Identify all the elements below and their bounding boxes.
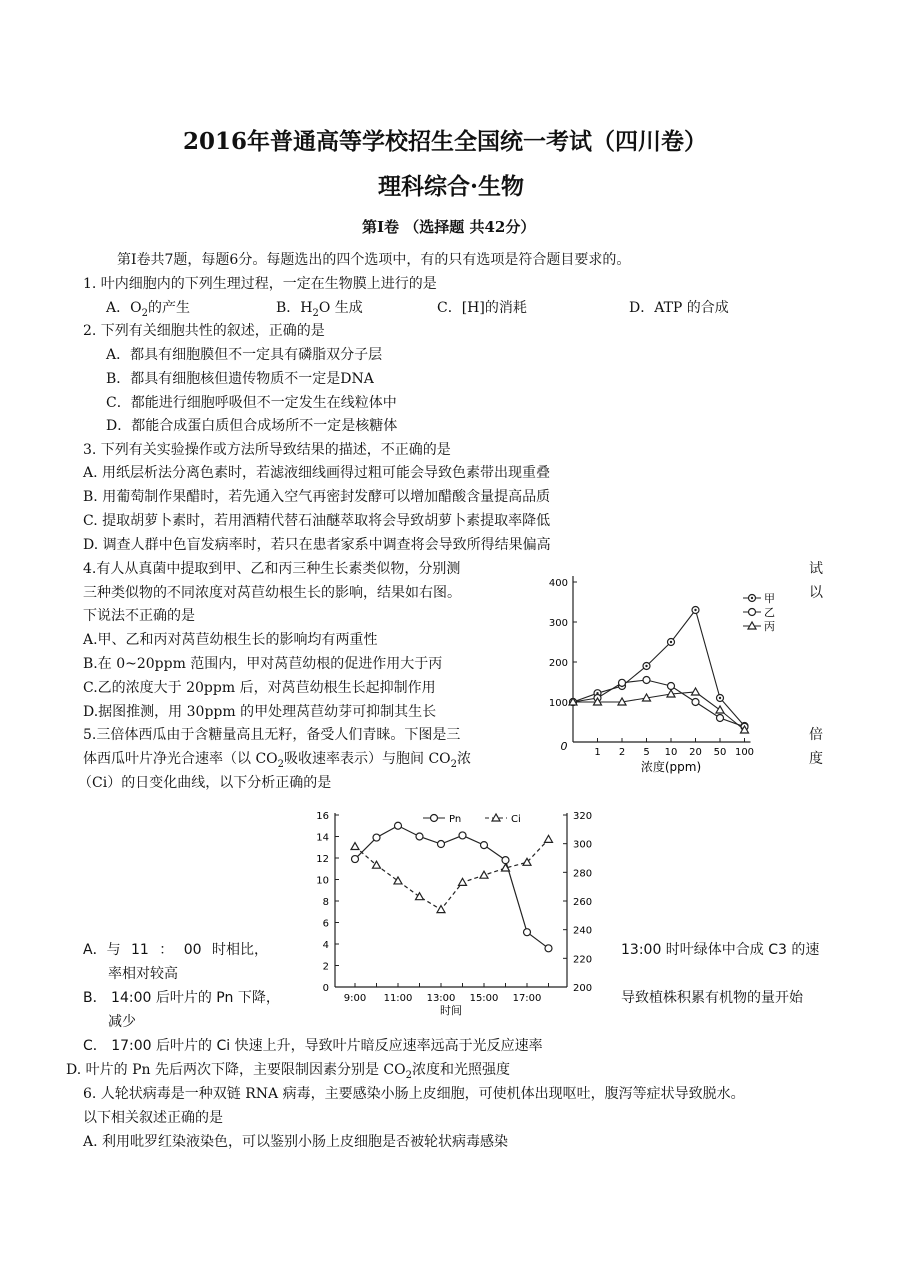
q6-stem-line1: 6. 人轮状病毒是一种双链 RNA 病毒，主要感染小肠上皮细胞，可使机体出现呕吐，腹泻等症状导致脱水。 — [83, 1086, 745, 1102]
legend-marker — [749, 609, 756, 616]
left-tick-label: 12 — [316, 854, 329, 865]
series-point-Ci — [545, 835, 553, 842]
legend-label: 乙 — [764, 606, 775, 619]
right-tick-label: 300 — [573, 839, 593, 851]
section-heading: 第Ⅰ卷 （选择题 共42分） — [362, 218, 536, 236]
series-point-Pn — [352, 856, 359, 863]
series-point-Ci — [437, 906, 445, 913]
q5-stem-line3: （Ci）的日变化曲线，以下分析正确的是 — [78, 775, 332, 791]
q6-stem-line2: 以下相关叙述正确的是 — [83, 1110, 223, 1126]
q5-stem-line1-end: 倍 — [809, 727, 823, 743]
series-point-Pn — [459, 832, 466, 839]
series-point-Pn — [373, 834, 380, 841]
right-tick-label: 200 — [573, 983, 593, 994]
q5-option-a: A．与 11 ： 00 时相比， — [83, 942, 269, 958]
series-point-丙 — [716, 706, 724, 713]
q5-option-c: C． 17:00 后叶片的 Ci 快速上升，导致叶片暗反应速率远高于光反应速率 — [83, 1038, 543, 1054]
q5-option-a-right: 13:00 时叶绿体中合成 C3 的速 — [621, 942, 820, 958]
q4-option-a: A.甲、乙和丙对莴苣幼根生长的影响均有两重性 — [83, 632, 378, 648]
left-tick-label: 14 — [316, 832, 329, 844]
x-tick-label: 1 — [594, 747, 601, 758]
legend-label: Ci — [511, 814, 521, 825]
x-tick-label: 17:00 — [512, 993, 542, 1004]
legend-label: Pn — [449, 814, 462, 825]
x-tick-label: 9:00 — [343, 993, 367, 1004]
series-point-Pn — [416, 833, 423, 840]
q3-option-d: D. 调查人群中色盲发病率时，若只在患者家系中调查将会导致所得结果偏高 — [83, 537, 551, 553]
series-point-Pn — [545, 945, 552, 952]
series-point-乙 — [643, 677, 650, 684]
legend-label: 甲 — [764, 592, 775, 605]
series-line-Ci — [355, 839, 549, 909]
right-tick-label: 240 — [573, 925, 593, 937]
q5-pn-ci-chart — [305, 803, 605, 1018]
left-tick-label: 16 — [316, 811, 329, 822]
right-tick-label: 280 — [573, 868, 593, 880]
q2-option-b: B．都具有细胞核但遗传物质不一定是DNA — [106, 371, 374, 387]
series-point-乙 — [692, 699, 699, 706]
left-tick-label: 0 — [322, 983, 329, 994]
q1-stem: 1. 叶内细胞内的下列生理过程，一定在生物膜上进行的是 — [83, 276, 437, 292]
series-point-Ci — [351, 843, 359, 850]
series-point-乙 — [619, 679, 626, 686]
q3-option-b: B. 用葡萄制作果醋时，若先通入空气再密封发酵可以增加醋酸含量提高品质 — [83, 489, 551, 505]
right-tick-label: 220 — [573, 954, 593, 966]
left-tick-label: 2 — [322, 961, 329, 973]
x-tick-label: 50 — [713, 747, 727, 758]
series-point-甲-dot — [719, 697, 721, 699]
series-point-Ci — [459, 878, 467, 885]
q4-stem-line2-end: 以 — [809, 585, 823, 601]
origin-label: 0 — [560, 740, 568, 753]
q3-option-a: A. 用纸层析法分离色素时，若滤液细线画得过粗可能会导致色素带出现重叠 — [83, 465, 551, 481]
q5-option-b-right: 导致植株积累有机物的量开始 — [621, 990, 803, 1006]
q5-stem-line2-end: 度 — [809, 751, 823, 767]
series-point-Ci — [416, 893, 424, 900]
legend-label: 丙 — [764, 620, 775, 633]
q5-option-b-cont: 减少 — [108, 1014, 136, 1030]
x-tick-label: 5 — [643, 747, 650, 758]
q4-stem-line2: 三种类似物的不同浓度对莴苣幼根生长的影响，结果如右图。 — [83, 585, 461, 601]
x-tick-label: 10 — [664, 747, 678, 758]
q1-option-b: B．$H_2O$ 生成 — [276, 300, 363, 319]
left-tick-label: 6 — [322, 918, 329, 930]
q5-option-a-cont: 率相对较高 — [108, 966, 178, 982]
series-point-甲-dot — [645, 665, 647, 667]
q4-stem-line1-end: 试 — [809, 561, 823, 577]
x-tick-label: 20 — [689, 747, 702, 758]
series-point-Pn — [438, 841, 445, 848]
y-tick-label: 400 — [548, 578, 568, 589]
series-point-Pn — [524, 929, 531, 936]
x-tick-label: 13:00 — [426, 993, 456, 1004]
section-intro: 第Ⅰ卷共7题，每题6分。每题选出的四个选项中，有的只有选项是符合题目要求的。 — [117, 252, 631, 268]
series-point-Pn — [502, 857, 509, 864]
q1-option-d: D．ATP 的合成 — [629, 300, 729, 316]
q5-option-b: B． 14:00 后叶片的 Pn 下降， — [83, 990, 280, 1006]
q1-option-a: A．$O_2$的产生 — [106, 300, 190, 319]
y-tick-label: 100 — [548, 698, 568, 709]
q5-stem-line2: 体西瓜叶片净光合速率（以 $CO_2$吸收速率表示）与胞间 $CO_2$浓 — [83, 751, 472, 770]
series-point-乙 — [717, 715, 724, 722]
series-line-Pn — [355, 826, 549, 949]
q4-stem-line3: 下说法不正确的是 — [83, 608, 195, 624]
q2-option-a: A．都具有细胞膜但不一定具有磷脂双分子层 — [106, 347, 383, 363]
q2-stem: 2. 下列有关细胞共性的叙述，正确的是 — [83, 323, 325, 339]
x-axis-label: 时间 — [440, 1004, 462, 1017]
right-tick-label: 260 — [573, 897, 593, 908]
y-tick-label: 200 — [548, 658, 568, 669]
x-axis-label: 浓度(ppm) — [640, 760, 702, 774]
q2-option-c: C．都能进行细胞呼吸但不一定发生在线粒体中 — [106, 395, 397, 411]
x-tick-label: 100 — [734, 747, 755, 758]
x-tick-label: 2 — [618, 747, 626, 758]
q4-option-c: C.乙的浓度大于 20ppm 后，对莴苣幼根生长起抑制作用 — [83, 680, 436, 696]
right-tick-label: 320 — [573, 811, 593, 822]
series-point-乙 — [668, 683, 675, 690]
legend-marker-dot — [751, 597, 753, 599]
q6-option-a: A. 利用吡罗红染液染色，可以鉴别小肠上皮细胞是否被轮状病毒感染 — [83, 1134, 509, 1150]
q4-growth-chart — [535, 570, 790, 775]
q3-option-c: C. 提取胡萝卜素时，若用酒精代替石油醚萃取将会导致胡萝卜素提取率降低 — [83, 513, 551, 529]
y-tick-label: 300 — [548, 618, 568, 629]
exam-subtitle: 理科综合·生物 — [378, 173, 525, 200]
series-point-甲-dot — [694, 609, 696, 611]
q2-option-d: D．都能合成蛋白质但合成场所不一定是核糖体 — [106, 418, 398, 434]
q3-stem: 3. 下列有关实验操作或方法所导致结果的描述，不正确的是 — [83, 442, 451, 458]
series-point-Ci — [480, 871, 488, 878]
left-tick-label: 4 — [322, 940, 329, 951]
series-point-甲-dot — [670, 641, 672, 643]
q4-option-d: D.据图推测，用 30ppm 的甲处理莴苣幼芽可抑制其生长 — [83, 704, 437, 720]
q1-option-c: C．[H]的消耗 — [437, 300, 527, 316]
x-tick-label: 11:00 — [383, 993, 413, 1004]
left-tick-label: 8 — [322, 897, 329, 908]
series-point-Pn — [395, 822, 402, 829]
series-point-Pn — [481, 842, 488, 849]
series-point-Ci — [394, 877, 402, 884]
q4-option-b: B.在 0~20ppm 范围内，甲对莴苣幼根的促进作用大于丙 — [83, 656, 443, 672]
q5-option-d: D. 叶片的 Pn 先后两次下降，主要限制因素分别是 $CO_2$浓度和光照强度 — [66, 1062, 510, 1081]
legend-marker — [431, 815, 438, 822]
left-tick-label: 10 — [316, 875, 329, 887]
q5-stem-line1: 5.三倍体西瓜由于含糖量高且无籽，备受人们青睐。下图是三 — [83, 727, 461, 743]
series-point-丙 — [692, 688, 700, 695]
exam-title: 2016年普通高等学校招生全国统一考试（四川卷） — [183, 128, 708, 155]
x-tick-label: 15:00 — [469, 993, 499, 1004]
q4-stem-line1: 4.有人从真菌中提取到甲、乙和丙三种生长素类似物，分别测 — [83, 561, 461, 577]
